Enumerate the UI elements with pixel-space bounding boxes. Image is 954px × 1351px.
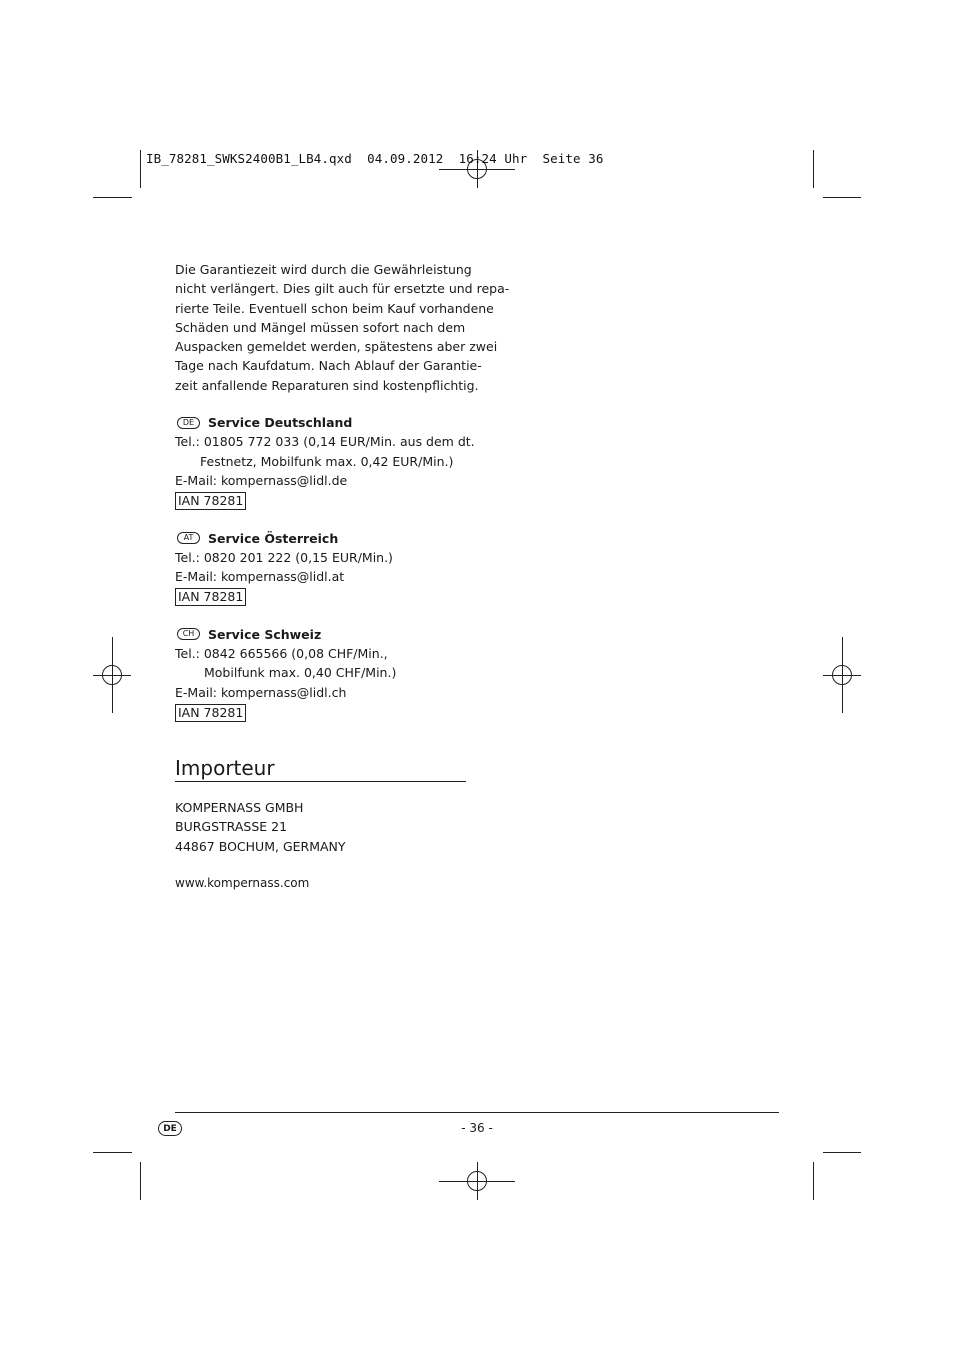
service-heading xyxy=(175,625,467,644)
warranty-paragraph xyxy=(175,260,510,395)
country-badge-ch: CH xyxy=(177,628,200,640)
print-slug: IB_78281_SWKS2400B1_LB4.qxd 04.09.2012 16:24 Uhr Seite 36 xyxy=(146,151,604,166)
address-line: BURGSTRASSE 21 xyxy=(175,819,288,835)
warranty-line: Die Garantiezeit wird durch die Gewährleistung xyxy=(175,262,472,277)
service-oesterreich xyxy=(175,529,467,607)
footer-divider xyxy=(175,1112,779,1113)
warranty-line: rierte Teile. Eventuell schon beim Kauf vorhandene xyxy=(175,300,494,316)
service-tel: Tel.: 01805 772 033 (0,14 EUR/Min. aus dem dt. xyxy=(175,434,475,450)
service-email: E-Mail: kompernass@lidl.de xyxy=(175,472,348,488)
country-badge-at: AT xyxy=(177,532,200,544)
warranty-line: nicht verlängert. Dies gilt auch für ersetzte und repa- xyxy=(175,281,510,297)
service-tel-cont: Festnetz, Mobilfunk max. 0,42 EUR/Min.) xyxy=(200,453,454,469)
page-number: - 36 - xyxy=(461,1121,493,1135)
ian-box: IAN 78281 xyxy=(175,704,246,722)
service-email: E-Mail: kompernass@lidl.at xyxy=(175,569,345,585)
importeur-heading: Importeur xyxy=(175,756,466,782)
website-text: www.kompernass.com xyxy=(175,876,310,890)
warranty-line: Auspacken gemeldet werden, spätestens aber zwei xyxy=(175,339,498,355)
address-line: KOMPERNASS GMBH xyxy=(175,800,304,815)
service-heading xyxy=(175,413,467,432)
warranty-line: Tage nach Kaufdatum. Nach Ablauf der Garantie- xyxy=(175,358,482,374)
service-email: E-Mail: kompernass@lidl.ch xyxy=(175,684,347,700)
service-title: Service Österreich xyxy=(208,530,339,546)
service-heading xyxy=(175,529,467,548)
service-title: Service Schweiz xyxy=(208,626,322,642)
footer-country-badge: DE xyxy=(158,1121,182,1136)
importeur-address xyxy=(175,798,346,856)
warranty-line: zeit anfallende Reparaturen sind kostenpflichtig. xyxy=(175,377,479,393)
main-content xyxy=(175,260,510,722)
service-tel: Tel.: 0820 201 222 (0,15 EUR/Min.) xyxy=(175,549,393,565)
service-schweiz xyxy=(175,625,467,722)
ian-box: IAN 78281 xyxy=(175,492,246,510)
service-tel-cont: Mobilfunk max. 0,40 CHF/Min.) xyxy=(204,665,397,681)
service-deutschland xyxy=(175,413,475,510)
service-title: Service Deutschland xyxy=(208,415,353,431)
warranty-line: Schäden und Mängel müssen sofort nach dem xyxy=(175,319,466,335)
address-line: 44867 BOCHUM, GERMANY xyxy=(175,838,346,854)
country-badge-de: DE xyxy=(177,417,200,429)
service-tel: Tel.: 0842 665566 (0,08 CHF/Min., xyxy=(175,646,388,662)
ian-box: IAN 78281 xyxy=(175,588,246,606)
